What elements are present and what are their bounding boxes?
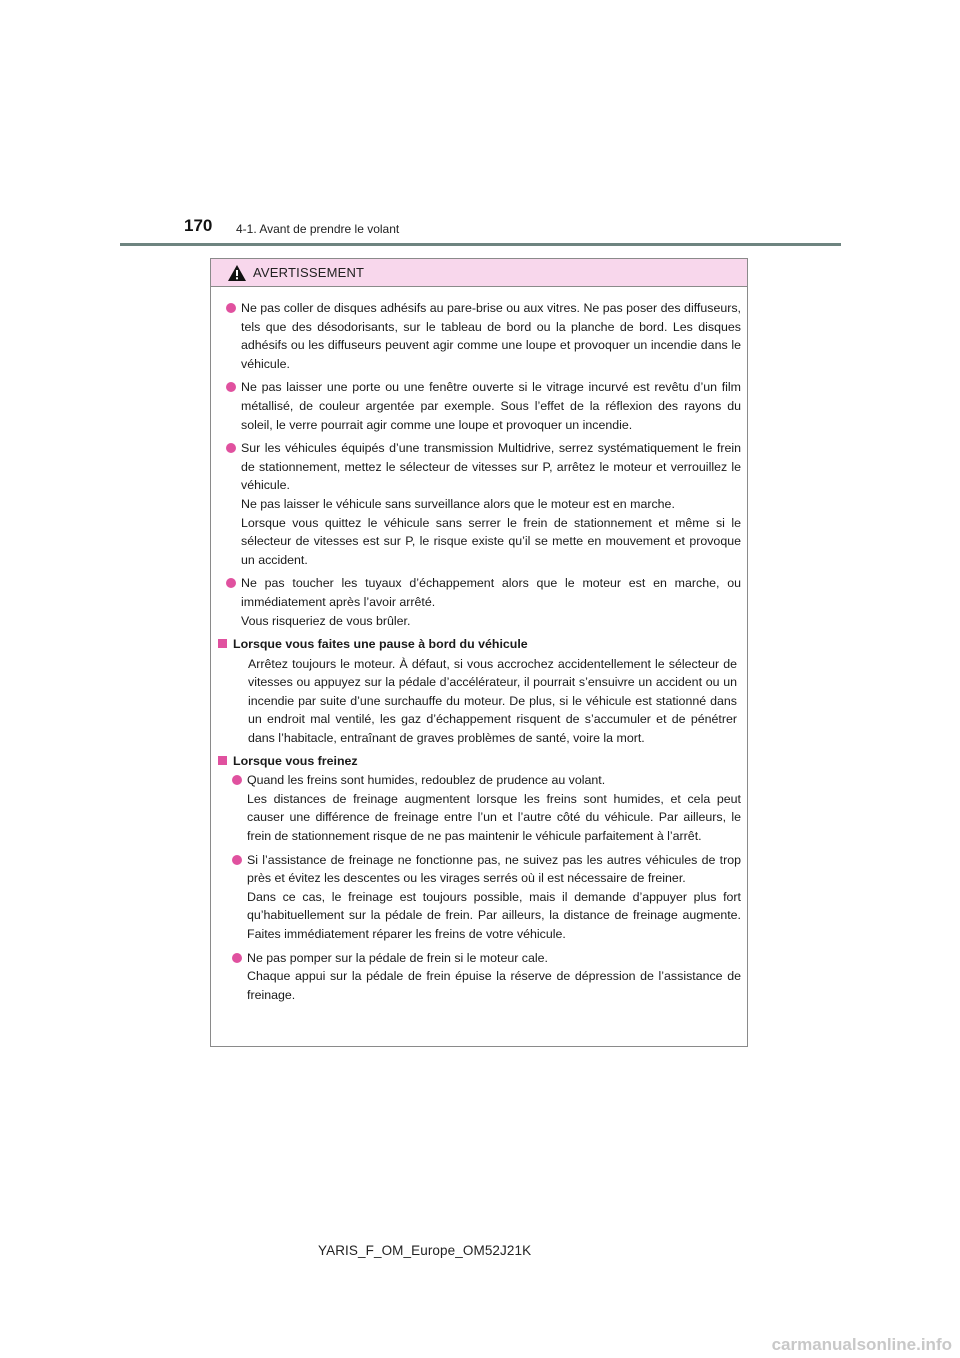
bullet-dot-icon: [232, 855, 242, 865]
header-rule: [120, 243, 841, 246]
document-reference: YARIS_F_OM_Europe_OM52J21K: [318, 1243, 532, 1258]
section-heading-braking: [217, 752, 741, 771]
bullet-text: Dans ce cas, le freinage est toujours possible, mais il demande d’appuyer plus fort qu’habituellement sur la pédale de frein. Par ailleurs, la distance de freinage augmente. Faites immédiatement réparer les freins de votre véhicule.: [247, 889, 741, 941]
warning-box: [210, 258, 748, 1047]
section-title: 4-1. Avant de prendre le volant: [236, 222, 400, 236]
bullet-text: Ne pas laisser le véhicule sans surveillance alors que le moteur est en marche.: [241, 496, 675, 511]
warning-bullet: [217, 574, 741, 630]
warning-bullet: [217, 299, 741, 373]
bullet-text: Sur les véhicules équipés d’une transmission Multidrive, serrez systématiquement le frein de stationnement, mettez le sélecteur de vitesses sur P, arrêtez le moteur et verrouillez le véhicule.: [241, 441, 741, 493]
watermark: carmanualsonline.info: [771, 1335, 952, 1354]
section-heading-text: Lorsque vous freinez: [233, 753, 358, 768]
warning-header: [211, 259, 747, 287]
braking-bullet: [217, 771, 741, 845]
page-number: 170: [184, 216, 213, 235]
bullet-text: Ne pas laisser une porte ou une fenêtre ouverte si le vitrage incurvé est revêtu d’un film métallisé, de couleur argentée par exemple. Sous l’effet de la réflexion des rayons du soleil, le verre pourrait agir comme une loupe et provoquer un incendie.: [241, 380, 741, 432]
braking-bullet: [217, 851, 741, 944]
section-heading-pause: [217, 635, 741, 654]
bullet-dot-icon: [226, 382, 236, 392]
bullet-text: Vous risqueriez de vous brûler.: [241, 613, 411, 628]
bullet-text: Les distances de freinage augmentent lorsque les freins sont humides, et cela peut causer une différence de freinage entre l’un et l’autre côté du véhicule. Par ailleurs, le frein de stationnement risque de ne pas maintenir le véhicule parfaitement à l’arrêt.: [247, 791, 741, 844]
square-bullet-icon: [218, 756, 227, 765]
section-body-pause: Arrêtez toujours le moteur. À défaut, si vous accrochez accidentellement le sélecteur de vitesses ou appuyez sur la pédale d’accélérateur, il pourrait s’ensuivre un accident ou un incendie par suite d’une surchauffe du moteur. De plus, si le véhicule est stationné dans un endroit mal ventilé, les gaz d’échappement risquent de s’accumuler et de pénétrer dans l’habitacle, entraînant de graves problèmes de santé, voire la mort.: [248, 656, 737, 746]
bullet-dot-icon: [226, 578, 236, 588]
bullet-text: Quand les freins sont humides, redoublez de prudence au volant.: [247, 773, 606, 788]
section-heading-text: Lorsque vous faites une pause à bord du véhicule: [233, 637, 528, 652]
warning-bullet: [217, 378, 741, 434]
bullet-dot-icon: [226, 443, 236, 453]
bullet-text: Chaque appui sur la pédale de frein épuise la réserve de dépression de l’assistance de freinage.: [247, 969, 741, 1002]
warning-body: [211, 287, 747, 1004]
bullet-text: Ne pas toucher les tuyaux d’échappement alors que le moteur est en marche, ou immédiatement après l’avoir arrêté.: [241, 576, 741, 609]
braking-bullet: [217, 949, 741, 1005]
bullet-text: Lorsque vous quittez le véhicule sans serrer le frein de stationnement et même si le sélecteur de vitesses est sur P, le risque existe qu’il se mette en mouvement et provoque un accident.: [241, 515, 741, 567]
bullet-dot-icon: [226, 303, 236, 313]
bullet-dot-icon: [232, 953, 242, 963]
bullet-text: Ne pas pomper sur la pédale de frein si le moteur cale.: [247, 950, 548, 965]
bullet-text: Ne pas coller de disques adhésifs au pare-brise ou aux vitres. Ne pas poser des diffuseurs, tels que des désodorisants, sur le tableau de bord ou la planche de bord. Les disques adhésifs ou les diffuseurs peuvent agir comme une loupe et provoquer un incendie dans le véhicule.: [241, 301, 741, 371]
warning-triangle-icon: [227, 264, 247, 282]
bullet-dot-icon: [232, 775, 242, 785]
square-bullet-icon: [218, 639, 227, 648]
warning-bullet: [217, 439, 741, 569]
warning-title: AVERTISSEMENT: [253, 265, 365, 280]
bullet-text: Si l’assistance de freinage ne fonctionne pas, ne suivez pas les autres véhicules de trop près et évitez les descentes ou les virages serrés où il est nécessaire de freiner.: [247, 852, 741, 886]
